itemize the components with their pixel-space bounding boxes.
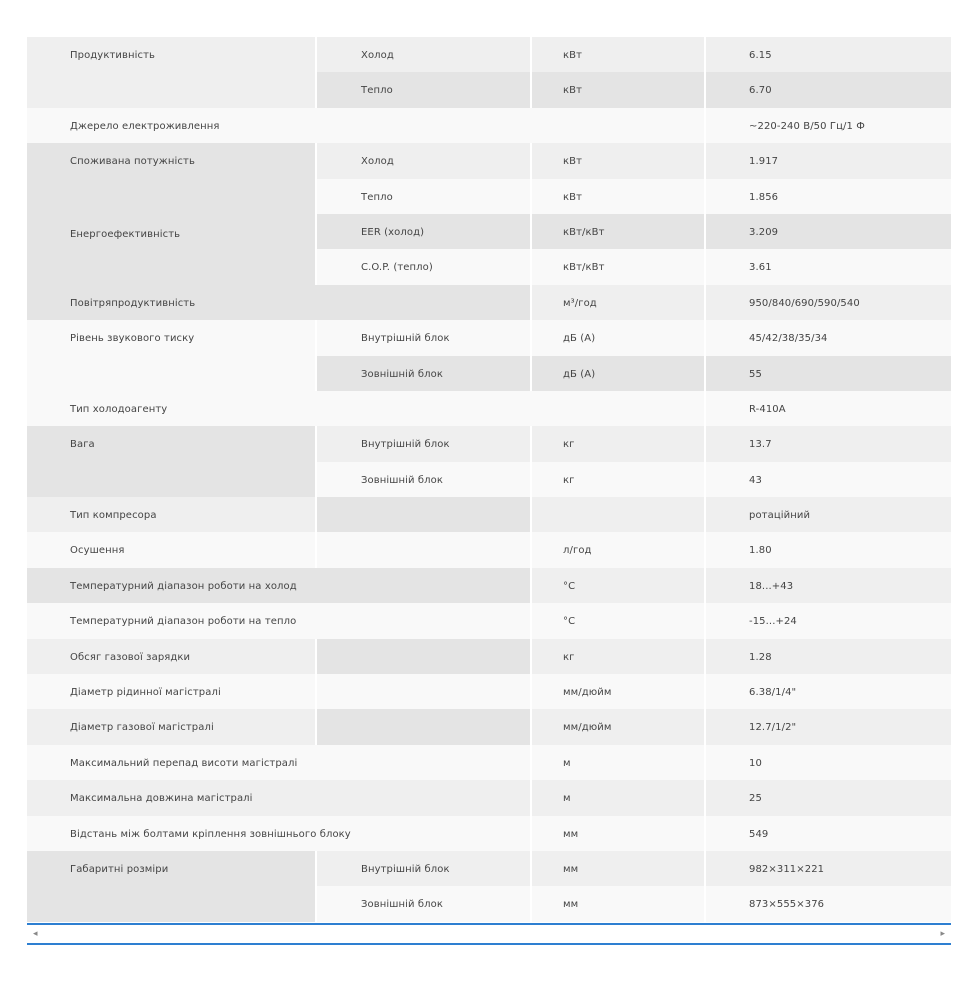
unit-cell: м xyxy=(531,780,705,815)
table-row xyxy=(27,745,951,780)
mode-cell xyxy=(316,639,531,674)
table-row xyxy=(27,391,951,426)
param-label: Максимальна довжина магістралі xyxy=(27,780,531,815)
spec-table-body xyxy=(27,37,951,922)
mode-cell: Внутрішній блок xyxy=(316,320,531,355)
mode-cell xyxy=(316,532,531,567)
value-cell: 982×311×221 xyxy=(749,863,825,875)
mode-cell: Внутрішній блок xyxy=(316,426,531,461)
value-cell: ~220-240 В/50 Гц/1 Ф xyxy=(749,120,865,132)
mode-cell xyxy=(316,497,531,532)
param-label: Діаметр рідинної магістралі xyxy=(27,674,316,709)
param-label: Відстань між болтами кріплення зовнішнього блоку xyxy=(27,816,531,851)
mode-cell xyxy=(316,709,531,744)
param-label: Повітряпродуктивність xyxy=(27,285,531,320)
mode-cell: Холод xyxy=(316,143,531,178)
param-label: Габаритні розміри xyxy=(27,851,316,922)
unit-cell xyxy=(531,497,705,532)
unit-cell: кг xyxy=(531,639,705,674)
table-row xyxy=(27,497,951,532)
value-cell: 6.15 xyxy=(749,50,772,61)
value-cell: 43 xyxy=(749,474,762,486)
table-row xyxy=(27,780,951,815)
param-label: Вага xyxy=(27,426,316,497)
mode-cell: C.O.P. (тепло) xyxy=(316,249,531,284)
value-cell: ротаційний xyxy=(749,510,811,522)
table-row xyxy=(27,603,951,638)
unit-cell: кВт xyxy=(531,37,705,72)
mode-cell: Зовнішній блок xyxy=(316,356,531,391)
spec-table-container xyxy=(27,37,951,922)
value-cell: 6.38/1/4" xyxy=(749,687,797,699)
table-row xyxy=(27,179,951,214)
unit-cell: мм xyxy=(531,851,705,886)
unit-cell: °C xyxy=(531,568,705,603)
mode-cell: Холод xyxy=(316,37,531,72)
mode-cell: Зовнішній блок xyxy=(316,462,531,497)
table-row xyxy=(27,285,951,320)
value-cell: 25 xyxy=(749,793,762,805)
table-row xyxy=(27,568,951,603)
specifications-table xyxy=(27,37,951,922)
table-row xyxy=(27,108,951,143)
param-label: Продуктивність xyxy=(27,37,316,108)
value-cell: 13.7 xyxy=(749,439,772,451)
value-cell: 1.28 xyxy=(749,651,772,663)
value-cell: 950/840/690/590/540 xyxy=(749,297,860,309)
param-label: Тип холодоагенту xyxy=(27,391,705,426)
unit-cell: дБ (А) xyxy=(531,356,705,391)
unit-cell: м³/год xyxy=(531,285,705,320)
table-row xyxy=(27,37,951,72)
param-label: Рівень звукового тиску xyxy=(27,320,316,391)
param-label: Енергоефективність xyxy=(27,179,316,285)
unit-cell: кг xyxy=(531,426,705,461)
value-cell: 6.70 xyxy=(705,72,951,107)
param-label: Максимальний перепад висоти магістралі xyxy=(27,745,531,780)
table-row xyxy=(27,532,951,567)
unit-cell: кВт xyxy=(531,179,705,214)
param-label: Обсяг газової зарядки xyxy=(27,639,316,674)
unit-cell: мм xyxy=(531,816,705,851)
value-cell: 1.917 xyxy=(749,156,779,168)
param-label: Споживана потужність xyxy=(27,143,316,178)
scroll-right-icon[interactable]: ▸ xyxy=(940,929,945,939)
value-cell: 18...+43 xyxy=(749,580,794,592)
mode-cell: EER (холод) xyxy=(316,214,531,249)
value-cell: -15...+24 xyxy=(749,616,797,628)
value-cell: 3.209 xyxy=(705,214,951,249)
unit-cell: кВт/кВт xyxy=(531,214,705,249)
unit-cell: кВт xyxy=(531,72,705,107)
value-cell: 12.7/1/2" xyxy=(749,722,797,734)
param-label: Тип компресора xyxy=(27,497,316,532)
param-label: Осушення xyxy=(27,532,316,567)
unit-cell: кВт/кВт xyxy=(531,249,705,284)
scroll-left-icon[interactable]: ◂ xyxy=(33,929,38,939)
table-row xyxy=(27,320,951,355)
param-label: Температурний діапазон роботи на холод xyxy=(27,568,531,603)
table-row xyxy=(27,143,951,178)
unit-cell: кВт xyxy=(531,143,705,178)
table-row xyxy=(27,639,951,674)
param-label: Діаметр газової магістралі xyxy=(27,709,316,744)
mode-cell: Тепло xyxy=(316,72,531,107)
value-cell: 549 xyxy=(749,828,769,840)
param-label: Джерело електроживлення xyxy=(27,108,705,143)
value-cell: 3.61 xyxy=(749,262,772,274)
value-cell: 873×555×376 xyxy=(749,899,825,911)
table-row xyxy=(27,674,951,709)
mode-cell xyxy=(316,674,531,709)
mode-cell: Зовнішній блок xyxy=(316,886,531,921)
value-cell: 55 xyxy=(705,356,951,391)
value-cell: R-410A xyxy=(749,403,786,415)
unit-cell: мм xyxy=(531,886,705,921)
unit-cell: м xyxy=(531,745,705,780)
unit-cell: мм/дюйм xyxy=(531,709,705,744)
mode-cell: Тепло xyxy=(316,179,531,214)
param-label: Температурний діапазон роботи на тепло xyxy=(27,603,531,638)
value-cell: 10 xyxy=(749,757,762,769)
table-row xyxy=(27,816,951,851)
unit-cell: °C xyxy=(531,603,705,638)
table-row xyxy=(27,426,951,461)
horizontal-scrollbar[interactable] xyxy=(27,923,951,945)
value-cell: 45/42/38/35/34 xyxy=(749,333,828,345)
table-row xyxy=(27,851,951,886)
unit-cell: кг xyxy=(531,462,705,497)
unit-cell: мм/дюйм xyxy=(531,674,705,709)
value-cell: 1.80 xyxy=(749,545,772,557)
unit-cell: дБ (А) xyxy=(531,320,705,355)
mode-cell: Внутрішній блок xyxy=(316,851,531,886)
value-cell: 1.856 xyxy=(749,191,779,203)
unit-cell: л/год xyxy=(531,532,705,567)
table-row xyxy=(27,709,951,744)
